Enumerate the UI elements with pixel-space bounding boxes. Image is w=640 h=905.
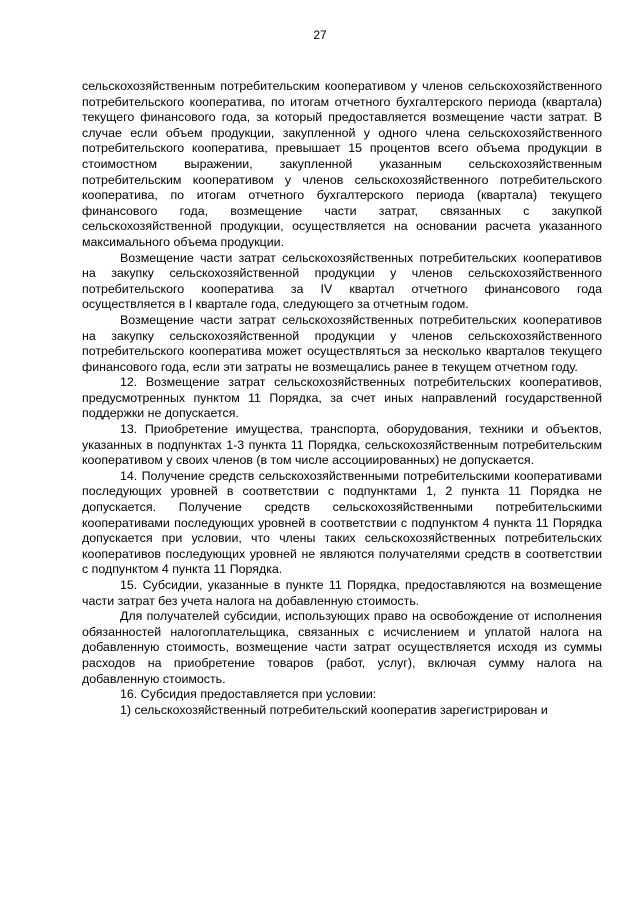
paragraph-item-14: 14. Получение средств сельскохозяйственными потребительскими кооперативами последующих уровней в соответствии с подпунктами 1, 2 пункта 11 Порядка не допускается. Получение средств сельскохозяйственными потребительскими кооперативами последующих уровней в соответствии с подпунктом 4 пункта 11 Порядка допускается при условии, что члены таких сельскохозяйственных потребительских кооперативов последующих уровней не являются получателями средств в соответствии с подпунктом 4 пункта 11 Порядка. [82, 468, 602, 577]
paragraph: Возмещение части затрат сельскохозяйственных потребительских кооперативов на закупку сельскохозяйственной продукции у членов сельскохозяйственного потребительского кооператива может осуществляться за несколько кварталов текущего финансового года, если эти затраты не возмещались ранее в текущем отчетном году. [82, 312, 602, 374]
paragraph-subitem-1: 1) сельскохозяйственный потребительский кооператив зарегистрирован и [120, 702, 548, 717]
paragraph-item-12: 12. Возмещение затрат сельскохозяйственных потребительских кооперативов, предусмотренных пунктом 11 Порядка, за счет иных направлений государственной поддержки не допускается. [82, 375, 602, 421]
paragraph-item-15: 15. Субсидии, указанные в пункте 11 Порядка, предоставляются на возмещение части затрат без учета налога на добавленную стоимость. [82, 578, 602, 608]
paragraph-item-13: 13. Приобретение имущества, транспорта, оборудования, техники и объектов, указанных в подпунктах 1-3 пункта 11 Порядка, сельскохозяйственным потребительским кооперативом у своих членов (в том числе ассоциированных) не допускается. [82, 422, 602, 468]
paragraph: Для получателей субсидии, использующих право на освобождение от исполнения обязанностей налогоплательщика, связанных с исчислением и уплатой налога на добавленную стоимость, возмещение части затрат осуществляется исходя из суммы расходов на приобретение товаров (работ, услуг), включая сумму налога на добавленную стоимость. [82, 609, 602, 686]
paragraph: Возмещение части затрат сельскохозяйственных потребительских кооперативов на закупку сельскохозяйственной продукции у членов сельскохозяйственного потребительского кооператива за IV квартал отчетного финансового года осуществляется в I квартале года, следующего за отчетным годом. [82, 250, 602, 312]
document-body [82, 79, 602, 718]
paragraph-item-16: 16. Субсидия предоставляется при условии: [120, 687, 377, 702]
page-number: 27 [313, 28, 327, 42]
paragraph: сельскохозяйственным потребительским кооперативом у членов сельскохозяйственного потребительского кооператива, по итогам отчетного бухгалтерского периода (квартала) текущего финансового года, за который предоставляется возмещение части затрат. В случае если объем продукции, закупленной у одного члена сельскохозяйственного потребительского кооператива, превышает 15 процентов всего объема продукции в стоимостном выражении, закупленной указанным сельскохозяйственным потребительским кооперативом у членов сельскохозяйственного потребительского кооператива, по итогам отчетного бухгалтерского периода (квартала) текущего финансового года, возмещение части затрат, связанных с закупкой сельскохозяйственной продукции, осуществляется на основании расчета указанного максимального объема продукции. [82, 79, 602, 249]
